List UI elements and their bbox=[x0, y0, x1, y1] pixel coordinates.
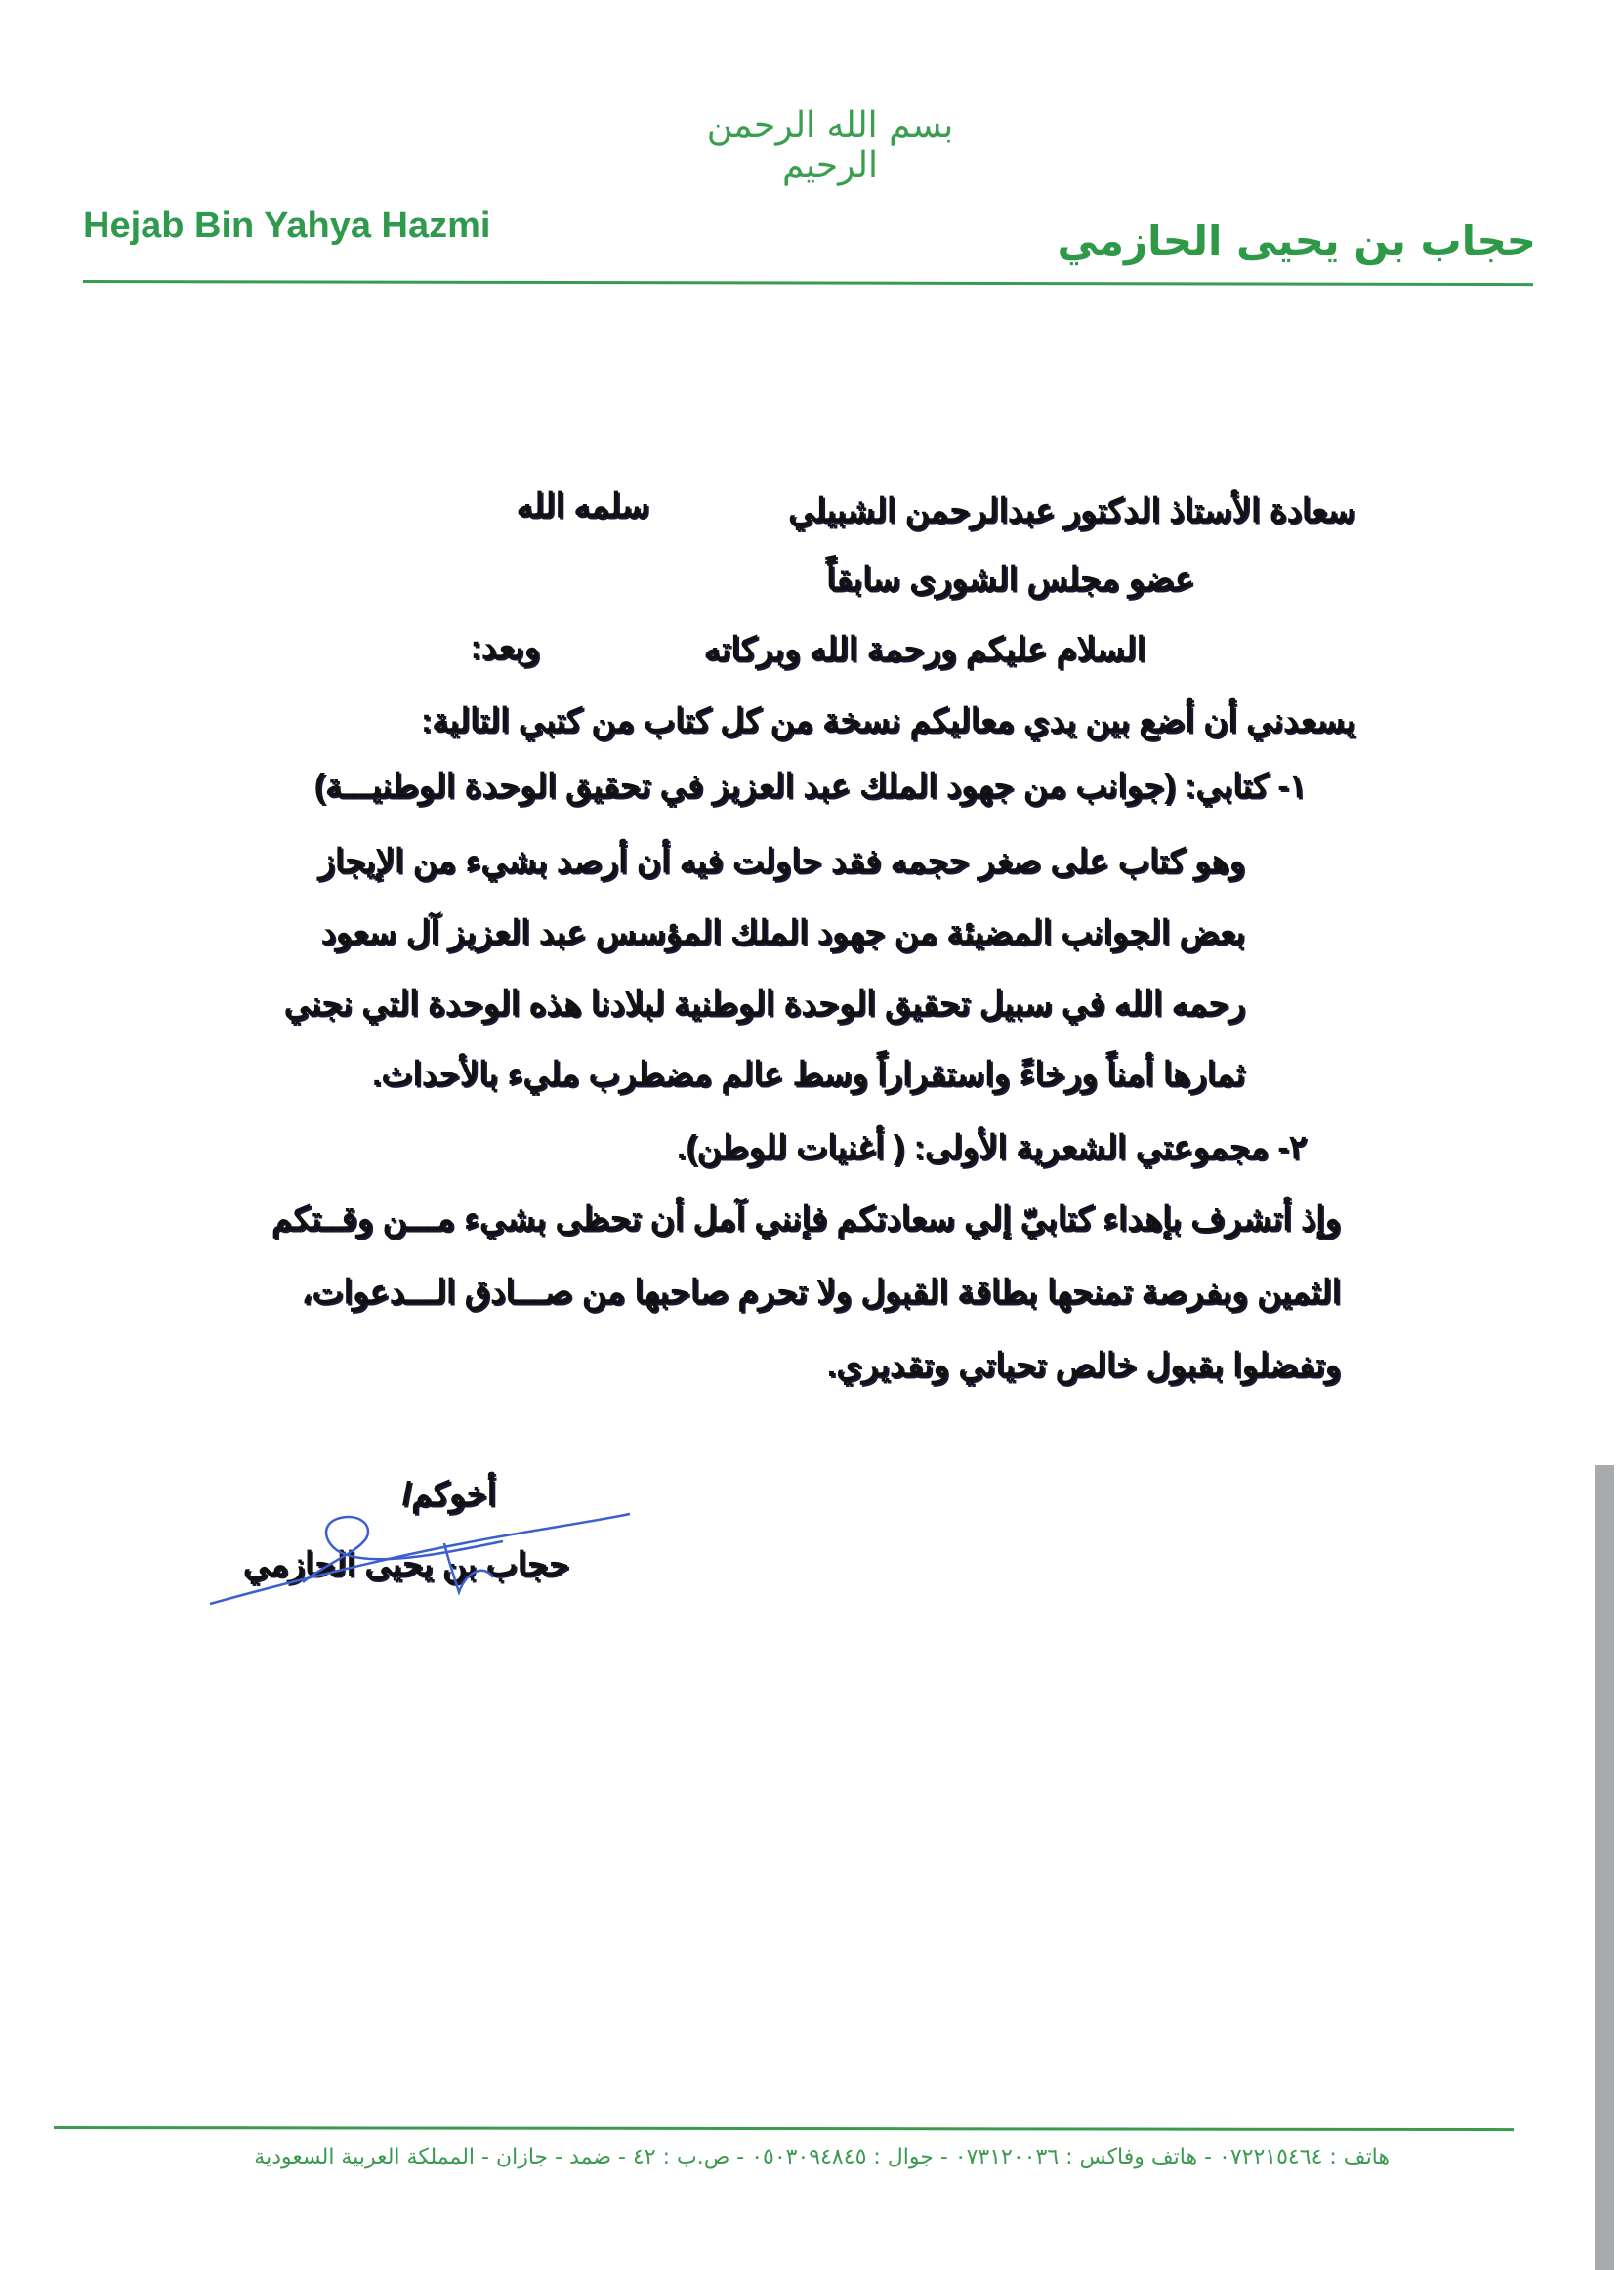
item-1-title: ١- كتابي: (جوانب من جهود الملك عبد العزيز في تحقيق الوحدة الوطنيـــة) bbox=[313, 768, 1307, 805]
recipient-title: عضو مجلس الشورى سابقاً bbox=[825, 561, 1194, 598]
basmala: بسم الله الرحمن الرحيم bbox=[706, 105, 954, 186]
letterhead-name-english: Hejab Bin Yahya Hazmi bbox=[83, 205, 491, 246]
signature-stroke bbox=[210, 1514, 630, 1604]
intro-paragraph: يسعدني أن أضع بين يدي معاليكم نسخة من كل كتاب من كتبي التالية: bbox=[420, 702, 1355, 739]
scan-edge-shadow bbox=[1595, 1465, 1614, 2270]
item-1-line: رحمه الله في سبيل تحقيق الوحدة الوطنية لبلادنا هذه الوحدة التي نجني bbox=[283, 986, 1245, 1023]
footer-divider bbox=[54, 2126, 1514, 2131]
item-1-line: وهو كتاب على صغر حجمه فقد حاولت فيه أن أرصد بشيء من الإيجاز bbox=[318, 843, 1245, 880]
header-divider bbox=[83, 280, 1533, 286]
footer-contact: هاتف : ٠٧٢٢١٥٤٦٤ - هاتف وفاكس : ٠٧٣١٢٠٠٣٦ - جوال : ٠٥٠٣٠٩٤٨٤٥ - ص.ب : ٤٢ - ضمد - جازان - المملكة العربية السعودية bbox=[254, 2145, 1390, 2169]
after-greeting: وبعد: bbox=[470, 629, 540, 666]
closing-line: الثمين وبفرصة تمنحها بطاقة القبول ولا تحرم صاحبها من صـــادق الـــدعوات، bbox=[301, 1274, 1341, 1311]
item-2: ٢- مجموعتي الشعرية الأولى: ( أغنيات للوطن). bbox=[676, 1129, 1307, 1166]
recipient: سعادة الأستاذ الدكتور عبدالرحمن الشبيلي bbox=[788, 492, 1355, 529]
signature-name: حجاب بن يحيى الحازمي bbox=[242, 1546, 569, 1583]
letterhead-name-arabic: حجاب بن يحيى الحازمي bbox=[1057, 217, 1536, 265]
closing-line: وإذ أتشرف بإهداء كتابيّ إلي سعادتكم فإنني آمل أن تحظى بشيء مـــن وقــتكم bbox=[271, 1200, 1341, 1238]
blessing: سلمه الله bbox=[516, 487, 649, 525]
handwritten-signature bbox=[210, 1485, 640, 1631]
signature-label: أخوكم/ bbox=[401, 1476, 496, 1513]
greeting: السلام عليكم ورحمة الله وبركاته bbox=[703, 631, 1145, 668]
item-1-line: بعض الجوانب المضيئة من جهود الملك المؤسس عبد العزيز آل سعود bbox=[320, 914, 1245, 951]
closing-line: وتفضلوا بقبول خالص تحياتي وتقديري. bbox=[826, 1347, 1341, 1384]
item-1-line: ثمارها أمناً ورخاءً واستقراراً وسط عالم مضطرب مليء بالأحداث. bbox=[371, 1056, 1245, 1093]
